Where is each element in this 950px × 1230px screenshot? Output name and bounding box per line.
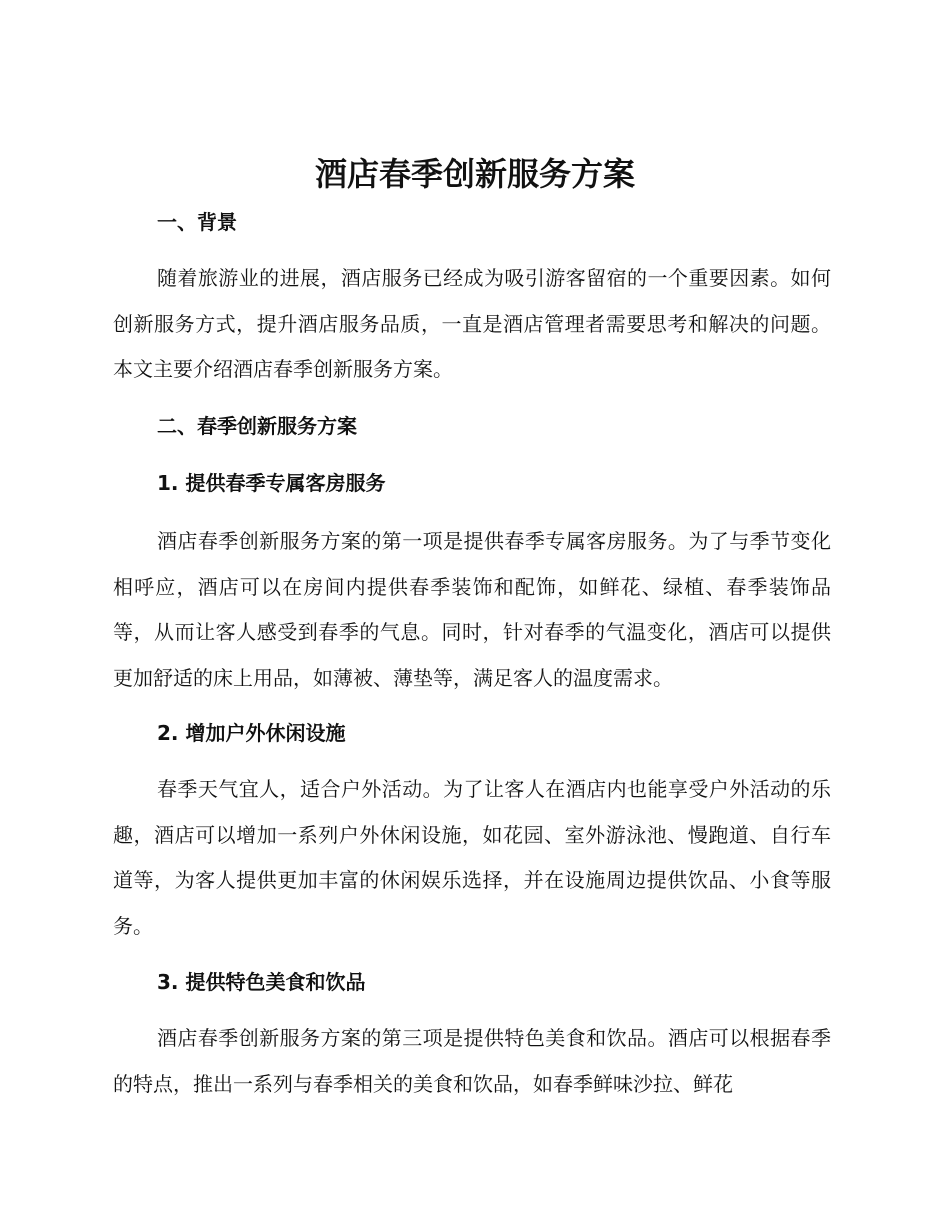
section-heading-background: 一、背景 bbox=[157, 210, 237, 234]
paragraph-background: 随着旅游业的进展，酒店服务已经成为吸引游客留宿的一个重要因素。如何创新服务方式，提升酒店服务品质，一直是酒店管理者需要思考和解决的问题。本文主要介绍酒店春季创新服务方案。 bbox=[113, 266, 831, 381]
subsection-heading-2: 2. 增加户外休闲设施 bbox=[157, 721, 346, 745]
section-heading-spring-plan: 二、春季创新服务方案 bbox=[157, 414, 357, 438]
subsection-heading-1: 1. 提供春季专属客房服务 bbox=[157, 471, 386, 495]
paragraph-subsection-2: 春季天气宜人，适合户外活动。为了让客人在酒店内也能享受户外活动的乐趣，酒店可以增加一系列户外休闲设施，如花园、室外游泳池、慢跑道、自行车道等，为客人提供更加丰富的休闲娱乐选择，并在设施周边提供饮品、小食等服务。 bbox=[113, 777, 831, 938]
paragraph-subsection-3: 酒店春季创新服务方案的第三项是提供特色美食和饮品。酒店可以根据春季的特点，推出一系列与春季相关的美食和饮品，如春季鲜味沙拉、鲜花 bbox=[113, 1026, 831, 1096]
paragraph-subsection-1: 酒店春季创新服务方案的第一项是提供春季专属客房服务。为了与季节变化相呼应，酒店可以在房间内提供春季装饰和配饰，如鲜花、绿植、春季装饰品等，从而让客人感受到春季的气息。同时，针对春季的气温变化，酒店可以提供更加舒适的床上用品，如薄被、薄垫等，满足客人的温度需求。 bbox=[113, 529, 831, 690]
subsection-heading-3: 3. 提供特色美食和饮品 bbox=[157, 970, 366, 994]
document-title: 酒店春季创新服务方案 bbox=[314, 155, 635, 193]
